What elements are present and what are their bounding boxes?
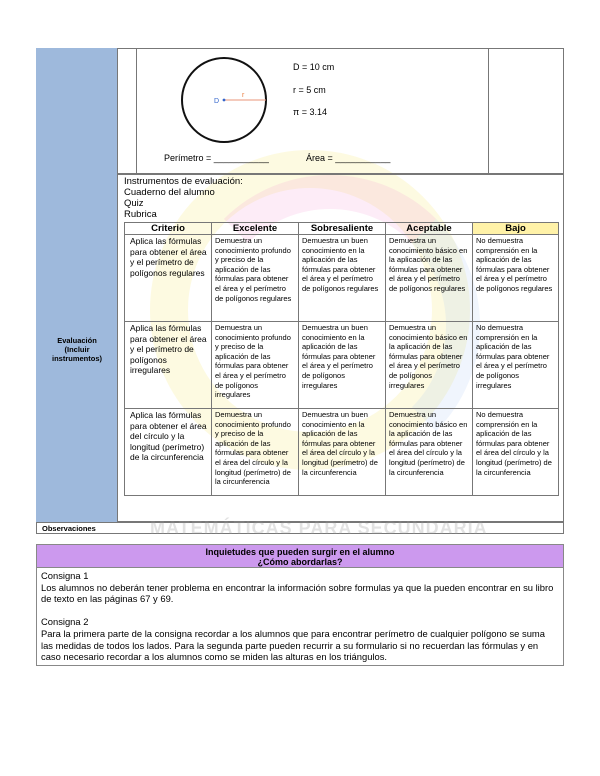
rubric-criterio: Aplica las fórmulas para obtener el área y el perímetro de polígonos irregulares bbox=[125, 322, 212, 409]
table-row bbox=[125, 322, 559, 409]
rubric-cell: No demuestra comprensión en la aplicación de las fórmulas para obtener el área y el perímetro de polígonos regulares bbox=[473, 235, 559, 322]
inquietudes-body bbox=[36, 568, 564, 666]
watermark-text: MATEMÁTICAS PARA SECUNDARIA bbox=[150, 518, 488, 538]
diagram-r-label: r bbox=[242, 92, 245, 99]
diagram-d-label: D bbox=[214, 98, 220, 105]
top-divider bbox=[136, 48, 137, 174]
rubric-cell: Demuestra un buen conocimiento en la aplicación de las fórmulas para obtener el área y el perímetro de polígonos regulares bbox=[299, 235, 386, 322]
spacer bbox=[41, 605, 559, 617]
center-point bbox=[223, 99, 226, 102]
rubric-cell: Demuestra un conocimiento básico en la aplicación de las fórmulas para obtener el área y el perímetro de polígonos irregulares bbox=[386, 322, 473, 409]
consigna1-title: Consigna 1 bbox=[41, 570, 89, 581]
perimetro-blank: Perímetro = ___________ bbox=[164, 153, 269, 163]
rubric-cell: Demuestra un conocimiento profundo y preciso de la aplicación de las fórmulas para obtener el área del círculo y la longitud (perímetro) de la circunferencia bbox=[212, 409, 299, 496]
diameter-value: D = 10 cm bbox=[293, 62, 335, 72]
circle-diagram bbox=[176, 52, 272, 148]
rubric-cell: Demuestra un buen conocimiento en la aplicación de las fórmulas para obtener el área y el perímetro de polígonos irregulares bbox=[299, 322, 386, 409]
rubric-cell: Demuestra un conocimiento profundo y preciso de la aplicación de las fórmulas para obtener el área y el perímetro de polígonos irregulares bbox=[212, 322, 299, 409]
area-blank: Área = ___________ bbox=[306, 153, 391, 163]
rubric-cell: Demuestra un conocimiento básico en la aplicación de las fórmulas para obtener el área y el perímetro de polígonos regulares bbox=[386, 235, 473, 322]
evaluation-label: Evaluación (Incluir instrumentos) bbox=[51, 336, 102, 363]
instrumento-item: Rubrica bbox=[124, 209, 157, 220]
rubric-header: Aceptable bbox=[386, 223, 473, 235]
rubric-header-row bbox=[125, 223, 559, 235]
rubric-criterio: Aplica las fórmulas para obtener el área del círculo y la longitud (perímetro) de la circunferencia bbox=[125, 409, 212, 496]
consigna2-title: Consigna 2 bbox=[41, 616, 89, 628]
observaciones-label: Observaciones bbox=[42, 524, 96, 533]
rubric-cell: Demuestra un buen conocimiento en la aplicación de las fórmulas para obtener el área del círculo y la longitud (perímetro) de la circunferencia bbox=[299, 409, 386, 496]
inquietudes-header: Inquietudes que pueden surgir en el alumno ¿Cómo abordarlas? bbox=[36, 544, 564, 568]
consigna1-text: Los alumnos no deberán tener problema en encontrar la información sobre formulas ya que la pueden encontrar en su libro de texto en las páginas 67 y 69. bbox=[41, 581, 554, 605]
rubric-header: Excelente bbox=[212, 223, 299, 235]
instrumentos-title: Instrumentos de evaluación: bbox=[124, 176, 243, 187]
rubric-cell: No demuestra comprensión en la aplicación de las fórmulas para obtener el área y el perímetro de polígonos irregulares bbox=[473, 322, 559, 409]
instrumentos-list bbox=[124, 176, 243, 220]
rubric-cell: Demuestra un conocimiento básico en la aplicación de las fórmulas para obtener el área del círculo y la longitud (perímetro) de la circunferencia bbox=[386, 409, 473, 496]
rubric-header: Sobresaliente bbox=[299, 223, 386, 235]
rubric-table bbox=[124, 222, 559, 496]
rubric-criterio: Aplica las fórmulas para obtener el área y el perímetro de polígonos regulares bbox=[125, 235, 212, 322]
rubric-cell: Demuestra un conocimiento profundo y preciso de la aplicación de las fórmulas para obtener el área y el perímetro de polígonos regulares bbox=[212, 235, 299, 322]
pi-value: π = 3.14 bbox=[293, 107, 327, 117]
rubric-cell: No demuestra comprensión en la aplicación de las fórmulas para obtener el área del círculo y la longitud (perímetro) de la circunferencia bbox=[473, 409, 559, 496]
top-side-cell bbox=[36, 48, 118, 174]
radius-value: r = 5 cm bbox=[293, 85, 326, 95]
top-divider-right bbox=[488, 48, 489, 174]
table-row bbox=[125, 409, 559, 496]
table-row bbox=[125, 235, 559, 322]
instrumento-item: Cuaderno del alumno bbox=[124, 187, 215, 198]
instrumento-item: Quiz bbox=[124, 198, 144, 209]
rubric-header: Criterio bbox=[125, 223, 212, 235]
consigna2-text: Para la primera parte de la consigna recordar a los alumnos que para encontrar perímetro de cualquier polígono se suma las medidas de todos los lados. Para la segunda parte pueden recurrir a su formulario si no recuerdan las fórmulas y en caso necesario recordar a los alumnos como se miden las alturas en los triángulos. bbox=[41, 627, 545, 663]
rubric-header-bajo: Bajo bbox=[473, 223, 559, 235]
